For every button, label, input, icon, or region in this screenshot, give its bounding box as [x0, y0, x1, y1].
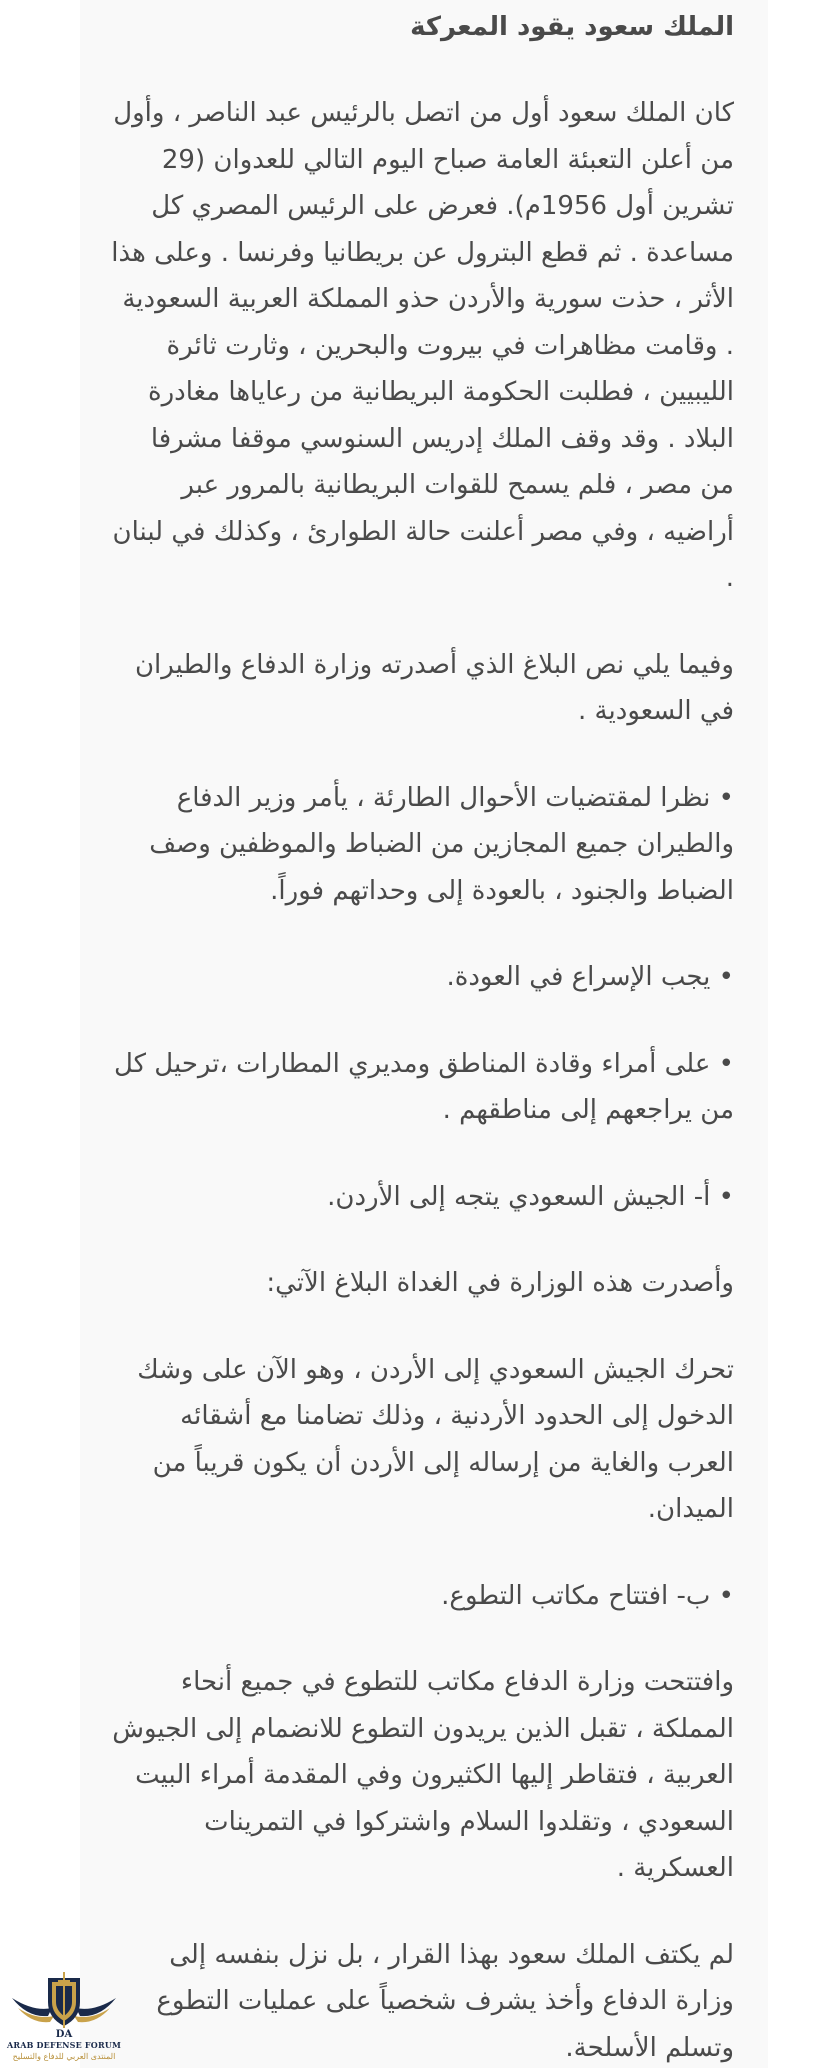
article-body [110, 0, 734, 2071]
paragraph: وفيما يلي نص البلاغ الذي أصدرته وزارة الدفاع والطيران في السعودية . [110, 642, 734, 735]
bullet-item: • على أمراء وقادة المناطق ومديري المطارات ،ترحيل كل من يراجعهم إلى مناطقهم . [110, 1041, 734, 1134]
paragraph: لم يكتف الملك سعود بهذا القرار ، بل نزل بنفسه إلى وزارة الدفاع وأخذ يشرف شخصياً على عمليات التطوع وتسلم الأسلحة. [110, 1932, 734, 2071]
bullet-item: • يجب الإسراع في العودة. [110, 954, 734, 1001]
paragraph: كان الملك سعود أول من اتصل بالرئيس عبد الناصر ، وأول من أعلن التعبئة العامة صباح اليوم التالي للعدوان (29 تشرين أول 1956م). فعرض على الرئيس المصري كل مساعدة . ثم قطع البترول عن بريطانيا وفرنسا . وعلى هذا الأثر ، حذت سورية والأردن حذو المملكة العربية السعودية . وقامت مظاهرات في بيروت والبحرين ، وثارت ثائرة الليبيين ، فطلبت الحكومة البريطانية من رعاياها مغادرة البلاد . وقد وقف الملك إدريس السنوسي موقفا مشرفا من مصر ، فلم يسمح للقوات البريطانية بالمرور عبر أراضيه ، وفي مصر أعلنت حالة الطوارئ ، وكذلك في لبنان . [110, 90, 734, 602]
bullet-item: • أ- الجيش السعودي يتجه إلى الأردن. [110, 1174, 734, 1221]
emblem-monogram: DA [56, 2029, 73, 2040]
forum-watermark-logo [4, 1968, 124, 2068]
bullet-item: • ب- افتتاح مكاتب التطوع. [110, 1573, 734, 1620]
forum-name-ar: المنتدى العربي للدفاع والتسليح [4, 2052, 124, 2061]
paragraph: وأصدرت هذه الوزارة في الغداة البلاغ الآتي: [110, 1260, 734, 1307]
forum-emblem-icon [4, 1968, 124, 2040]
paragraph: وافتتحت وزارة الدفاع مكاتب للتطوع في جميع أنحاء المملكة ، تقبل الذين يريدون التطوع للانضمام إلى الجيوش العربية ، فتقاطر إليها الكثيرون وفي المقدمة أمراء البيت السعودي ، وتقلدوا السلام واشتركوا في التمرينات العسكرية . [110, 1659, 734, 1892]
forum-name-en: ARAB DEFENSE FORUM [4, 2040, 124, 2050]
article-title: الملك سعود يقود المعركة [110, 4, 734, 50]
paragraph: تحرك الجيش السعودي إلى الأردن ، وهو الآن على وشك الدخول إلى الحدود الأردنية ، وذلك تضامنا مع أشقائه العرب والغاية من إرساله إلى الأردن أن يكون قريباً من الميدان. [110, 1347, 734, 1533]
bullet-item: • نظرا لمقتضيات الأحوال الطارئة ، يأمر وزير الدفاع والطيران جميع المجازين من الضباط والموظفين وصف الضباط والجنود ، بالعودة إلى وحداتهم فوراً. [110, 775, 734, 915]
